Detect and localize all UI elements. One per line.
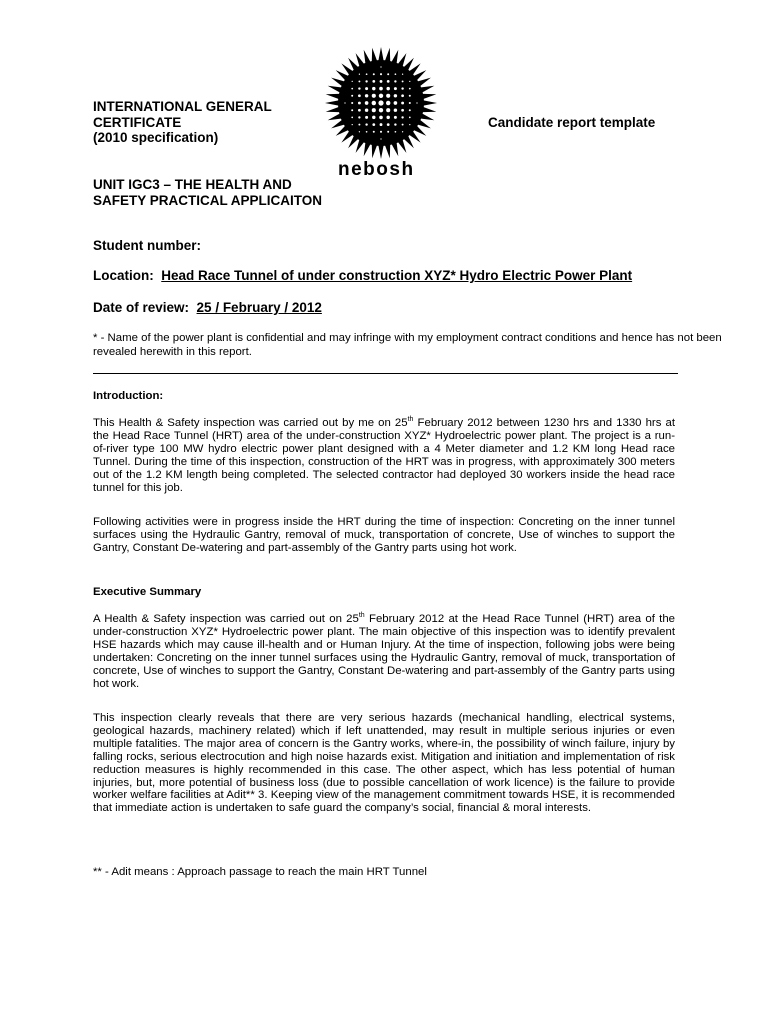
title-line-2: CERTIFICATE <box>93 114 182 130</box>
date-row <box>93 300 322 315</box>
confidentiality-footnote: * - Name of the power plant is confidential and may infringe with my employment contract conditions and hence has not been revealed herewith in this report. <box>93 332 722 358</box>
adit-footnote: ** - Adit means : Approach passage to reach the main HRT Tunnel <box>93 866 427 878</box>
intro-p1-text-b: February 2012 between 1230 hrs and 1330 hrs at the Head Race Tunnel (HRT) area of the under-construction XYZ* Hydroelectric power plant. The project is a run-of-river type 100 MW hydro electric power plant designed with a 4 Meter diameter and 1.2 KM long Head race Tunnel. During the time of this inspection, construction of the HRT was in progress, with approximately 300 meters out of the 1.2 KM length being completed. The selected contractor had deployed 30 workers inside the head race tunnel for this job. <box>93 417 675 494</box>
executive-summary-heading: Executive Summary <box>93 586 202 598</box>
unit-title <box>93 177 322 208</box>
location-label: Location: <box>93 268 154 283</box>
title-line-1: INTERNATIONAL GENERAL <box>93 99 272 114</box>
nebosh-logo <box>322 47 440 187</box>
introduction-paragraph-2: Following activities were in progress inside the HRT during the time of inspection: Concreting on the inner tunnel surfaces using the Hydraulic Gantry, removal of muck, transportation of concrete, Use of winches to support the Gantry, Constant De-watering and part-assembly of the Gantry parts using hot work. <box>93 516 675 554</box>
date-value: 25 / February / 2012 <box>196 300 322 315</box>
executive-summary-paragraph-2: This inspection clearly reveals that there are very serious hazards (mechanical handling, electrical systems, geological hazards, machinery related) which if left unattended, may result in multiple serious injuries or even multiple fatalities. The major area of concern is the Gantry works, where-in, the possibility of winch failure, injury by falling rocks, serious electrocution and high noise hazards exist. Mitigation and initiation and implementation of risk reduction measures is highly recommended in this case. The other aspect, which has less potential of human injuries, but, more potential of business loss (due to possible cancellation of work licence) is the failure to provide worker welfare facilities at Adit** 3. Keeping view of the management commitment towards HSE, it is recommended that immediate action is undertaken to safe guard the company’s social, financial & moral interests. <box>93 712 675 815</box>
location-row <box>93 268 632 283</box>
student-number-label: Student number: <box>93 238 201 253</box>
introduction-heading: Introduction: <box>93 390 164 402</box>
title-line-3: (2010 specification) <box>93 130 219 145</box>
exec-p1-text-a: A Health & Safety inspection was carried out on 25 <box>93 613 359 625</box>
unit-line-1: UNIT IGC3 – THE HEALTH AND <box>93 177 292 192</box>
date-label: Date of review: <box>93 300 190 315</box>
location-value: Head Race Tunnel of under construction XYZ* Hydro Electric Power Plant <box>161 268 633 283</box>
exec-p1-text-b: February 2012 at the Head Race Tunnel (HRT) area of the under-construction XYZ* Hydroelectric power plant. The main objective of this inspection was to identify prevalent HSE hazards which may cause ill-health and or Human Injury. At the time of inspection, following jobs were being undertaken: Concreting on the inner tunnel surfaces using the Hydraulic Gantry, removal of muck, transportation of concrete, Use of winches to support the Gantry, Constant De-watering and part-assembly of the Gantry parts using hot work. <box>93 613 675 690</box>
certificate-title <box>93 99 272 146</box>
intro-p1-sup: th <box>407 416 414 424</box>
exec-p1-sup: th <box>358 612 365 620</box>
introduction-paragraph-1 <box>93 417 675 494</box>
unit-line-2: SAFETY PRACTICAL APPLICAITON <box>93 192 323 208</box>
divider <box>93 373 678 374</box>
logo-text: nebosh <box>338 159 415 180</box>
intro-p1-text-a: This Health & Safety inspection was carried out by me on 25 <box>93 417 408 429</box>
template-label: Candidate report template <box>488 115 656 130</box>
executive-summary-paragraph-1 <box>93 613 675 690</box>
